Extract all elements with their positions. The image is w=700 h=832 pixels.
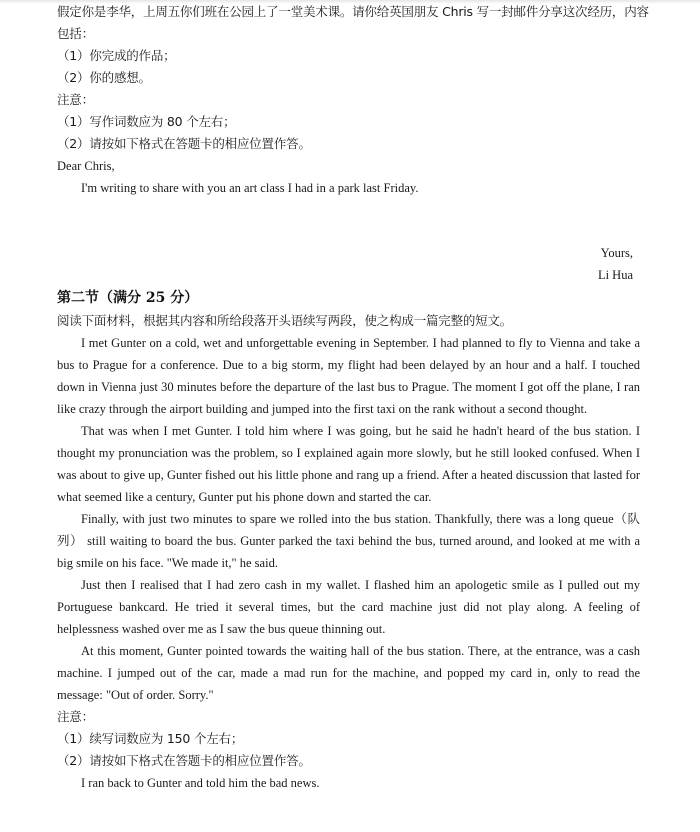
continuation-note-label: 注意： [57, 709, 94, 724]
story-paragraph-1: I met Gunter on a cold, wet and unforgettable evening in September. I had planned to fly to Vienna and take a bus to Prague for a conference. Due to a big storm, my flight had been delayed by an hour and a half. I touched down in Vienna just 30 minutes before the departure of the last bus to Prague. The moment I got off the plane, I ran like crazy through the airport building and jumped into the first taxi on the rank without a second thought. [57, 336, 640, 416]
section-instruction: 阅读下面材料，根据其内容和所给段落开头语续写两段，使之构成一篇完整的短文。 [57, 313, 513, 328]
note-label: 注意： [57, 92, 94, 107]
content-item-2: （2）你的感想。 [57, 70, 151, 85]
section-two [57, 286, 647, 794]
section-title: 第二节（满分 25 分） [57, 290, 199, 306]
continuation-opening-sentence: I ran back to Gunter and told him the bad news. [81, 776, 320, 790]
story-paragraph-5: At this moment, Gunter pointed towards the waiting hall of the bus station. There, at the entrance, was a cash machine. I jumped out of the car, made a mad run for the machine, and popped my card in, only to read the message: "Out of order. Sorry." [57, 644, 640, 702]
note-item-1: （1）写作词数应为 80 个左右； [57, 114, 236, 129]
story-paragraph-2: That was when I met Gunter. I told him where I was going, but he said he hadn't heard of the bus station. I thought my pronunciation was the problem, so I explained again more slowly, but he still looked confused. When I was about to give up, Gunter fished out his little phone and rang up a friend. After a heated discussion that lasted for what seemed like a century, Gunter put his phone down and started the car. [57, 424, 640, 504]
exam-page [57, 0, 647, 199]
continuation-note-1: （1）续写词数应为 150 个左右； [57, 731, 244, 746]
note-item-2: （2）请按如下格式在答题卡的相应位置作答。 [57, 136, 311, 151]
task-prompt-line2: 包括： [57, 26, 94, 41]
letter-salutation: Dear Chris, [57, 159, 115, 173]
story-paragraph-3: Finally, with just two minutes to spare we rolled into the bus station. Thankfully, there was a long queue（队列） still waiting to board the bus. Gunter parked the taxi behind the bus, turned around, and looked at me with a big smile on his face. "We made it," he said. [57, 512, 640, 570]
story-paragraph-4: Just then I realised that I had zero cash in my wallet. I flashed him an apologetic smile as I pulled out my Portuguese bankcard. He tried it several times, but the card machine just did not play along. A feeling of helplessness washed over me as I saw the bus queue thinning out. [57, 578, 640, 636]
content-item-1: （1）你完成的作品； [57, 48, 176, 63]
letter-opening: I'm writing to share with you an art class I had in a park last Friday. [81, 181, 419, 195]
letter-signature: Li Hua [597, 268, 633, 282]
task-prompt-line1: 假定你是李华，上周五你们班在公园上了一堂美术课。请你给英国朋友 Chris 写一封邮件分享这次经历，内容 [57, 4, 649, 19]
letter-closing: Yours, [600, 246, 633, 260]
continuation-note-2: （2）请按如下格式在答题卡的相应位置作答。 [57, 753, 311, 768]
